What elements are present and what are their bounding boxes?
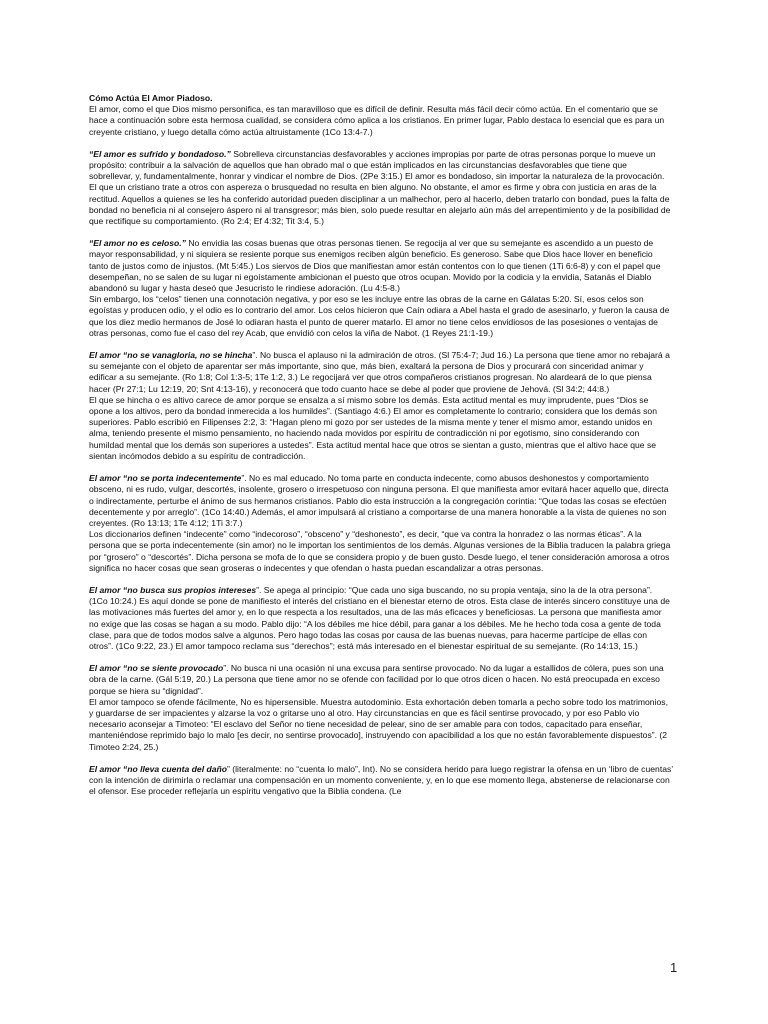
section-text: No envidia las cosas buenas que otras personas tienen. Se regocija al ver que su semejante es ascendido a un puesto de mayor responsabilidad, y ni siquiera se resiente porque sus enemigos reciben algún beneficio. Es generoso. Sabe que Dios hace llover en beneficio tanto de justos como de injustos. (Mt 5:45.) Los siervos de Dios que manifiestan amor están contentos con lo que tienen (1Ti 6:6-8) y con el papel que desempeñan, no se salen de su lugar ni egoístamente ambicionan el puesto que otros ocupan. Movido por la codicia y la envidia, Satanás el Diablo abandonó su lugar y hasta deseó que Jesucristo le rindiese adoración. (Lu 4:5-8.): [89, 238, 661, 294]
section-lead-tail: ”.: [223, 663, 229, 674]
section-text: No busca el aplauso ni la admiración de otros. (Sl 75:4-7; Jud 16.) La persona que tiene amor no rebajará a su semejante con el objeto de aparentar ser más importante, sino que, más bien, exaltará la persona de Dios y procurará con sinceridad animar y edificar a su semejante. (Ro 1:8; Col 1:3-5; 1Te 1:2, 3.) Le regocijará ver que otros compañeros cristianos progresan. No alardeará de lo que piensa hacer (Pr 27:1; Lu 12:19, 20; Snt 4:13-16), y reconocerá que todo cuanto hace se debe al poder que proviene de Jehová. (Sl 34:2; 44:8.): [89, 350, 670, 394]
intro-paragraph: El amor, como el que Dios mismo personifica, es tan maravilloso que es difícil de definir. Resulta más fácil decir cómo actúa. En el comentario que se hace a continuación sobre esta hermosa cualidad, se considera cómo aplica a los cristianos. En primer lugar, Pablo destaca lo esencial que es para un creyente cristiano, y luego detalla cómo actúa altruistamente (1Co 13:4-7.): [89, 104, 665, 137]
section-text: No busca ni una ocasión ni una excusa para sentirse provocado. No da lugar a estallidos de cólera, pues son una obra de la carne. (Gál 5:19, 20.) La persona que tiene amor no se ofende con facilidad por lo que otros dicen o hacen. No está preocupada en exceso porque se hiera su “dignidad”.: [89, 663, 664, 696]
section-paragraph: [89, 663, 673, 697]
document-body: [89, 93, 673, 808]
section-paragraph: [89, 764, 673, 798]
section-continuation: Sin embargo, los “celos” tienen una connotación negativa, y por eso se les incluye entre las obras de la carne en Gálatas 5:20. Sí, esos celos son egoístas y producen odio, y el odio es lo contrario del amor. Los celos hicieron que Caín odiara a Abel hasta el grado de asesinarlo, y fueron la causa de que los diez medio hermanos de José lo odiaran hasta el punto de querer matarlo. El amor no tiene celos envidiosos de las posesiones o ventajas de otras personas, como fue el caso del rey Acab, que envidió con celos la viña de Nabot. (1 Reyes 21:1-19.): [89, 294, 670, 338]
section-lead: El amor “no se porta indecentemente: [89, 473, 242, 484]
section-continuation: Los diccionarios definen “indecente” como “indecoroso”, “obsceno” y “deshonesto”, es decir, “que va contra la honradez o las normas éticas”. A la persona que se porta indecentemente (sin amor) no le importan los sentimientos de los demás. Algunas versiones de la Biblia traducen la palabra griega por “grosero” o “descortés”. Dicha persona se mofa de lo que se considera propio y de buen gusto. Desde luego, el tener consideración amorosa a otros significa no hacer cosas que sean groseras o indecentes y que ofendan o hasta puedan escandalizar a otras personas.: [89, 529, 671, 573]
section-paragraph: [89, 350, 673, 395]
section-paragraph: [89, 238, 673, 294]
section-lead: El amor “no se vanagloria, no se hincha: [89, 350, 253, 361]
section-text: Se apega al principio: “Que cada uno siga buscando, no su propia ventaja, sino la de la otra persona”. (1Co 10:24.) Es aquí donde se pone de manifiesto el interés del cristiano en el bienestar eterno de otros. Esta clase de interés sincero constituye una de las motivaciones más fuertes del amor y, en lo que respecta a los resultados, una de las más eficaces y beneficiosas. La persona que manifiesta amor no exige que las cosas se hagan a su modo. Pablo dijo: “A los débiles me hice débil, para ganar a los débiles. Me he hecho toda cosa a gente de toda clase, para que de todos modos salve a algunos. Pero hago todas las cosas por causa de las buenas nuevas, para hacerme partícipe de ellas con otros”. (1Co 9:22, 23.) El amor tampoco reclama sus “derechos”; está más interesado en el bienestar espiritual de su semejante. (Ro 14:13, 15.): [89, 584, 670, 651]
section-continuation: El que se hincha o es altivo carece de amor porque se ensalza a sí mismo sobre los demás. Esta actitud mental es muy imprudente, pues “Dios se opone a los altivos, pero da bondad inmerecida a los humildes”. (Santiago 4:6.) El amor es completamente lo contrario; considera que los demás son superiores. Pablo escribió en Filipenses 2:2, 3: “Hagan pleno mi gozo por ser ustedes de la misma mente y tener el mismo amor, estando unidos en alma, teniendo presente el mismo pensamiento, no haciendo nada movidos por espíritu de contradicción ni por egotismo, sino considerando con humildad mental que los demás son superiores a ustedes”. Esta actitud mental hace que otros se sientan a gusto, mientras que el altivo hace que se sientan incómodos debido a su espíritu de contradicción.: [89, 394, 657, 461]
section-lead-tail: ”.: [241, 473, 247, 484]
section-paragraph: [89, 149, 673, 227]
section-lead: El amor “no busca sus propios intereses: [89, 584, 257, 595]
section-lead-tail: ”.: [252, 350, 258, 361]
section-paragraph: [89, 585, 673, 652]
section-paragraph: [89, 473, 673, 529]
section-lead: “El amor no es celoso.”: [89, 238, 186, 249]
page-number: 1: [670, 960, 678, 975]
section-lead: “El amor es sufrido y bondadoso.”: [89, 148, 231, 159]
section-text: No es mal educado. No toma parte en conducta indecente, como abusos deshonestos y comportamiento obsceno, ni es rudo, vulgar, descortés, insolente, grosero o irrespetuoso con ninguna persona. El que manifiesta amor evitará hacer aquello que, directa o indirectamente, perturbe el ánimo de sus hermanos cristianos. Pablo dio esta instrucción a la congregación corintia: “Que todas las cosas se efectúen decentemente y por arreglo”. (1Co 14:40.) Además, el amor impulsará al cristiano a comportarse de una manera honorable a la vista de quienes no son creyentes. (Ro 13:13; 1Te 4:12; 1Ti 3:7.): [89, 473, 669, 528]
section-lead-tail: ”.: [256, 584, 262, 595]
section-lead-tail: ”: [227, 763, 230, 774]
section-lead: El amor “no lleva cuenta del daño: [89, 763, 228, 774]
section-text: (literalmente: no “cuenta lo malo”, Int). No se considera herido para luego registrar la ofensa en un ‘libro de cuentas’ con la intención de dirimirla o reclamar una compensación en un momento conveniente, y, en lo que ese momento llega, abstenerse de relacionarse con el ofensor. Ese proceder reflejaría un espíritu vengativo que la Biblia condena. (Le: [89, 763, 673, 797]
document-title: Cómo Actúa El Amor Piadoso.: [89, 93, 213, 103]
section-continuation: El amor tampoco se ofende fácilmente, No es hipersensible. Muestra autodominio. Esta exhortación deben tomarla a pecho sobre todo los matrimonios, y guardarse de ser impacientes y alzarse la voz o gritarse uno al otro. Hay circunstancias en que es fácil sentirse provocado, y por eso Pablo vio necesario aconsejar a Timoteo: “El esclavo del Señor no tiene necesidad de pelear, sino de ser amable para con todos, capacitado para enseñar, manteniéndose reprimido bajo lo malo [es decir, no sentirse provocado], instruyendo con apacibilidad a los que no están favorablemente dispuestos”. (2 Timoteo 2:24, 25.): [89, 696, 668, 752]
section-text: Sobrelleva circunstancias desfavorables y acciones impropias por parte de otras personas porque lo mueve un propósito: contribuir a la salvación de aquellos que han obrado mal o que están implicados en las circunstancias desfavorables que tiene que sobrellevar, y, fundamentalmente, honrar y vindicar el nombre de Dios. (2Pe 3:15.) El amor es bondadoso, sin importar la naturaleza de la provocación. El que un cristiano trate a otros con aspereza o brusquedad no resulta en bien alguno. No obstante, el amor es firme y obra con justicia en aras de la rectitud. Aquellos a quienes se les ha conferido autoridad pueden disciplinar a un malhechor, pero al hacerlo, deben tratarlo con bondad, pues la falta de bondad no beneficia ni al consejero áspero ni al transgresor; más bien, solo puede resultar en alejarlo aún más del arrepentimiento y de la posibilidad de que rectifique su comportamiento. (Ro 2:4; Ef 4:32; Tit 3:4, 5.): [89, 148, 671, 227]
section-lead: El amor “no se siente provocado: [89, 663, 224, 674]
